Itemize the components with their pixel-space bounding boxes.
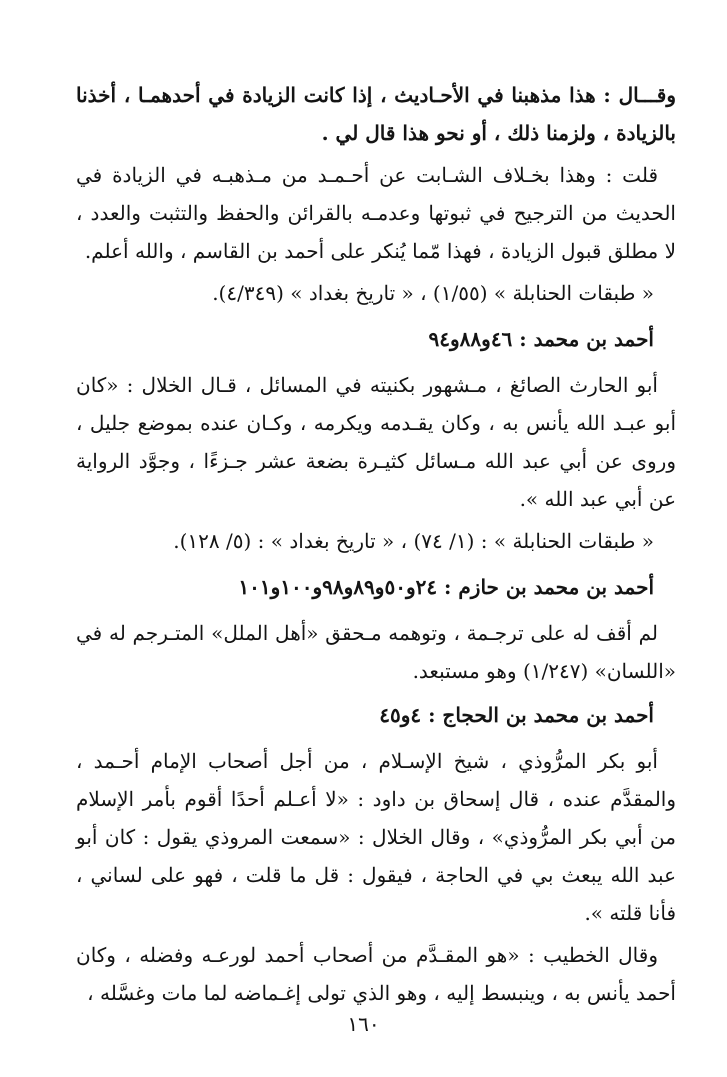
entry-heading: أحمد بن محمد بن الحجاج : ٤و٤٥ [379,703,654,727]
entry-body: أبو بكر المرُّوذي ، شيخ الإسـلام ، من أجل أصحاب الإمام أحـمد ، والمقدَّم عنده ، قال إسحاق بن داود : «لا أعـلم أحدًا أقوم بأمر الإسلام من أبي بكر المرُّوذي» ، وقال الخلال : «سمعت المروذي يقول : كان أبو عبد الله يبعث بي في الحاجة ، فيقول : قل ما قلت ، فهو على لساني ، فأنا قلته ». [76,749,676,925]
entry-body: وقال الخطيب : «هو المقـدَّم من أصحاب أحمد لورعـه وفضله ، وكان أحمد يأنس به ، وينبسط إليه ، وهو الذي تولى إغـماضه لما مات وغسَّله ، [76,943,676,1005]
commentary-paragraph: قلت : وهذا بخـلاف الشـابت عن أحـمـد من مـذهبـه في الزيادة في الحديث من الترجيح في ثبوتها وعدمـه بالقرائن والحفظ والتثبت والعدد ، لا مطلق قبول الزيادة ، فهذا مّما يُنكر على أحمد بن القاسم ، والله أعلم. [76,163,676,263]
quote-paragraph: وقـــال : هذا مذهبنا في الأحـاديث ، إذا كانت الزيادة في أحدهمـا ، أخذنا بالزيادة ، ولزمنا ذلك ، أو نحو هذا قال لي . [76,83,676,145]
entry-body: أبو الحارث الصائغ ، مـشهور بكنيته في المسائل ، قـال الخلال : «كان أبو عبـد الله يأنس به ، وكان يقـدمه ويكرمه ، وكـان عنده بموضع جليل ، وروى عن أبي عبد الله مـسائل كثيـرة بضعة عشر جـزءًا ، وجوَّد الرواية عن أبي عبد الله ». [76,373,676,511]
entry-heading: أحمد بن محمد : ٤٦و٨٨و٩٤ [428,327,654,351]
page-number: ١٦٠ [347,1012,380,1036]
page-body [76,76,676,1016]
source-citation: « طبقات الحنابلة » (١/٥٥) ، « تاريخ بغداد » (٤/٣٤٩). [212,281,654,305]
source-citation: « طبقات الحنابلة » : (١/ ٧٤) ، « تاريخ بغداد » : (٥/ ١٢٨). [173,529,654,553]
entry-body: لم أقف له على ترجـمة ، وتوهمه مـحقق «أهل الملل» المتـرجم له في «اللسان» (١/٢٤٧) وهو مستبعد. [76,621,676,683]
entry-heading: أحمد بن محمد بن حازم : ٢٤و٥٠و٨٩و٩٨و١٠٠و١٠١ [238,575,654,599]
